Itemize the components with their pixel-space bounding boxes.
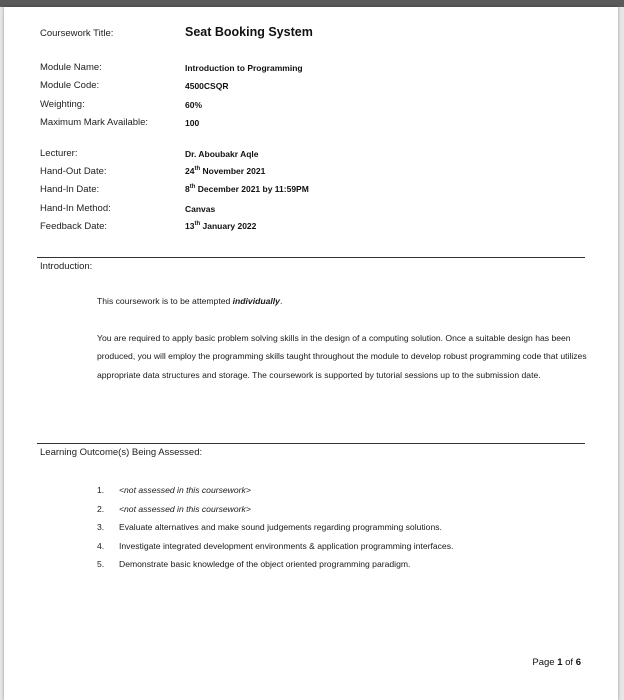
weighting-label: Weighting: — [40, 99, 85, 110]
module-name-value: Introduction to Programming — [185, 63, 303, 73]
module-code-label: Module Code: — [40, 80, 100, 91]
module-code-value: 4500CSQR — [185, 81, 229, 91]
handin-method-label: Hand-In Method: — [40, 203, 111, 214]
document-page — [4, 7, 618, 700]
max-mark-value: 100 — [185, 118, 200, 128]
handin-method-value: Canvas — [185, 204, 216, 214]
module-name-label: Module Name: — [40, 62, 102, 73]
max-mark-label: Maximum Mark Available: — [40, 117, 149, 128]
learning-outcomes-list — [97, 481, 567, 574]
intro-divider — [37, 257, 585, 258]
viewer-top-bar — [0, 0, 624, 7]
outcome-item-3: 3. Evaluate alternatives and make sound judgements regarding programming solutions. — [97, 522, 442, 532]
feedback-date-label: Feedback Date: — [40, 221, 108, 232]
coursework-title-value: Seat Booking System — [185, 25, 313, 39]
lecturer-label: Lecturer: — [40, 148, 78, 159]
handin-date-value: 8th December 2021 by 11:59PM — [185, 184, 309, 194]
introduction-heading: Introduction: — [40, 261, 93, 272]
feedback-date-value: 13th January 2022 — [185, 221, 257, 231]
handin-date-label: Hand-In Date: — [40, 184, 100, 195]
outcome-item-4: 4. Investigate integrated development environments & application programming interfaces. — [97, 540, 454, 551]
intro-paragraph-1: This coursework is to be attempted individually. — [97, 296, 283, 306]
learning-outcomes-heading: Learning Outcome(s) Being Assessed: — [40, 447, 203, 458]
intro-paragraph-2: You are required to apply basic problem solving skills in the design of a computing solution. Once a suitable design has been produced, you will employ the programming skills taught throughout the module to develop robust programming code that utilizes appropriate data structures and storage. The coursework is supported by tutorial sessions up to the submission date. — [97, 333, 587, 380]
outcome-item-5: 5. Demonstrate basic knowledge of the object oriented programming paradigm. — [97, 559, 411, 569]
handout-date-label: Hand-Out Date: — [40, 166, 107, 177]
page-number-footer: Page 1 of 6 — [532, 657, 581, 668]
weighting-value: 60% — [185, 100, 203, 110]
outcome-item-1: 1. <not assessed in this coursework> — [97, 485, 251, 495]
coursework-title-label: Coursework Title: — [40, 28, 114, 39]
handout-date-value: 24th November 2021 — [185, 166, 266, 176]
outcomes-divider — [37, 443, 585, 444]
outcome-item-2: 2. <not assessed in this coursework> — [97, 503, 251, 514]
lecturer-value: Dr. Aboubakr Aqle — [185, 149, 259, 159]
